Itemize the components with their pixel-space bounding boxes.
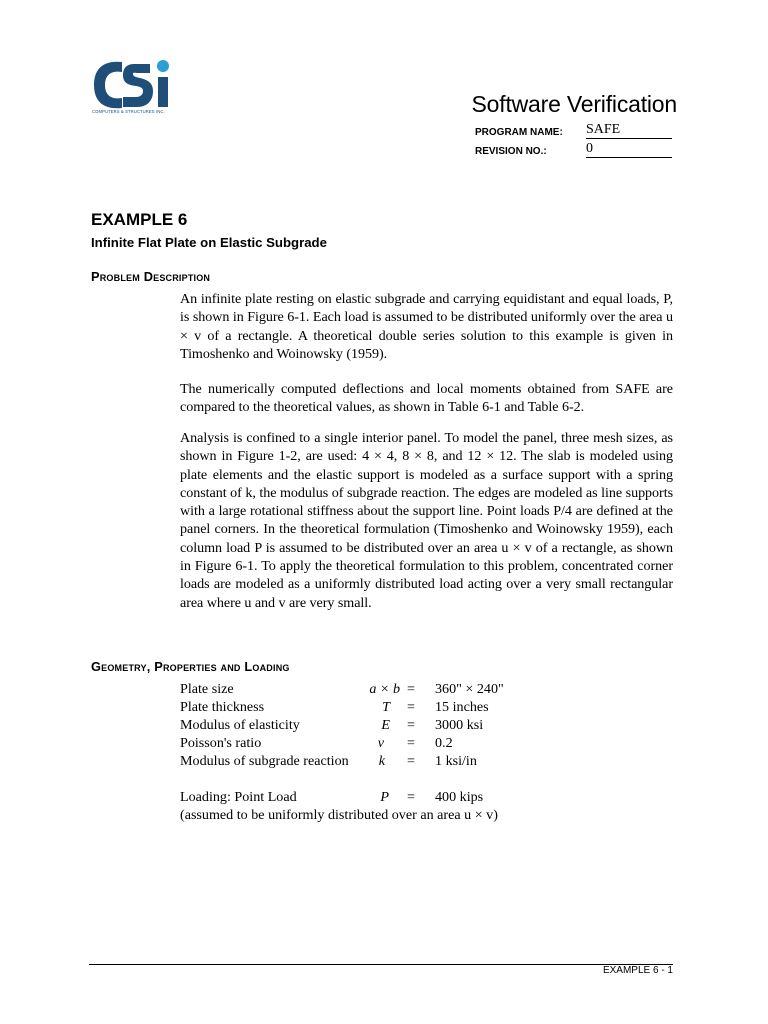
param-value: 15 inches — [435, 699, 489, 715]
param-equals: = — [407, 753, 415, 769]
problem-paragraph-3 — [180, 429, 673, 612]
problem-paragraph-3-text: Analysis is confined to a single interior panel. To model the panel, three mesh sizes, as shown in Figure 1-2, are used: 4 × 4, 8 × 8, and 12 × 12. The slab is modeled using plate elements and the elastic support is modeled as a surface support with a spring constant of k, the modulus of subgrade reaction. The edges are modeled as line supports with a large rotational stiffness about the support line. Point loads P/4 are defined at the panel corners. In the theoretical formulation (Timoshenko and Woinowsky 1959), each column load P is assumed to be distributed over an area u × v of a rectangle, as shown in Figure 6-1. To apply the theoretical formulation to this problem, concentrated corner loads are modeled as a uniformly distributed load acting over a very small rectangular area where u and v are very small. — [180, 430, 673, 611]
problem-paragraph-2-text: The numerically computed deflections and local moments obtained from SAFE are compared to the theoretical values, as shown in Table 6-1 and Table 6-2. — [180, 381, 673, 416]
param-value: 360" × 240" — [435, 681, 504, 697]
param-name: Modulus of subgrade reaction — [180, 753, 349, 769]
revision-label: REVISION NO.: — [475, 146, 547, 157]
param-name: Poisson's ratio — [180, 735, 262, 751]
program-name-label: PROGRAM NAME: — [475, 127, 563, 138]
param-name: Plate thickness — [180, 699, 265, 715]
page-number: EXAMPLE 6 - 1 — [602, 965, 673, 976]
param-value: 1 ksi/in — [435, 753, 477, 769]
param-equals: = — [407, 735, 415, 751]
param-symbol: a × b — [369, 681, 400, 697]
logo-caption: COMPUTERS & STRUCTURES INC. — [92, 109, 165, 114]
param-symbol: v — [377, 735, 384, 751]
example-title: EXAMPLE 6 — [91, 210, 188, 229]
loading-value: 400 kips — [435, 789, 484, 805]
problem-paragraph-1-text: An infinite plate resting on elastic subgrade and carrying equidistant and equal loads, P, is shown in Figure 6-1. Each load is assumed to be distributed uniformly over the area u × v of a rectangle. A theoretical double series solution to this example is given in Timoshenko and Woinowsky (1959). — [180, 291, 673, 362]
problem-paragraph-1 — [180, 290, 673, 363]
problem-paragraph-2 — [180, 380, 673, 417]
param-value: 0.2 — [435, 735, 453, 751]
param-symbol: T — [382, 699, 390, 715]
header-title: Software Verification — [471, 91, 677, 117]
revision-value: 0 — [586, 141, 672, 158]
param-equals: = — [407, 699, 415, 715]
param-symbol: k — [378, 753, 385, 769]
param-symbol: E — [381, 717, 390, 733]
loading-symbol: P — [380, 789, 389, 805]
loading-equals: = — [407, 789, 415, 805]
section-heading-problem: Problem Description — [91, 269, 211, 284]
param-value: 3000 ksi — [435, 717, 484, 733]
param-equals: = — [407, 717, 415, 733]
param-name: Modulus of elasticity — [180, 717, 300, 733]
loading-name: Loading: Point Load — [180, 789, 297, 805]
example-subtitle: Infinite Flat Plate on Elastic Subgrade — [91, 235, 327, 250]
param-equals: = — [407, 681, 415, 697]
footer-rule — [89, 964, 673, 965]
program-name-value: SAFE — [586, 122, 672, 139]
param-name: Plate size — [180, 681, 234, 697]
section-heading-geometry: Geometry, Properties and Loading — [91, 659, 290, 674]
loading-note: (assumed to be uniformly distributed over an area u × v) — [180, 807, 498, 823]
